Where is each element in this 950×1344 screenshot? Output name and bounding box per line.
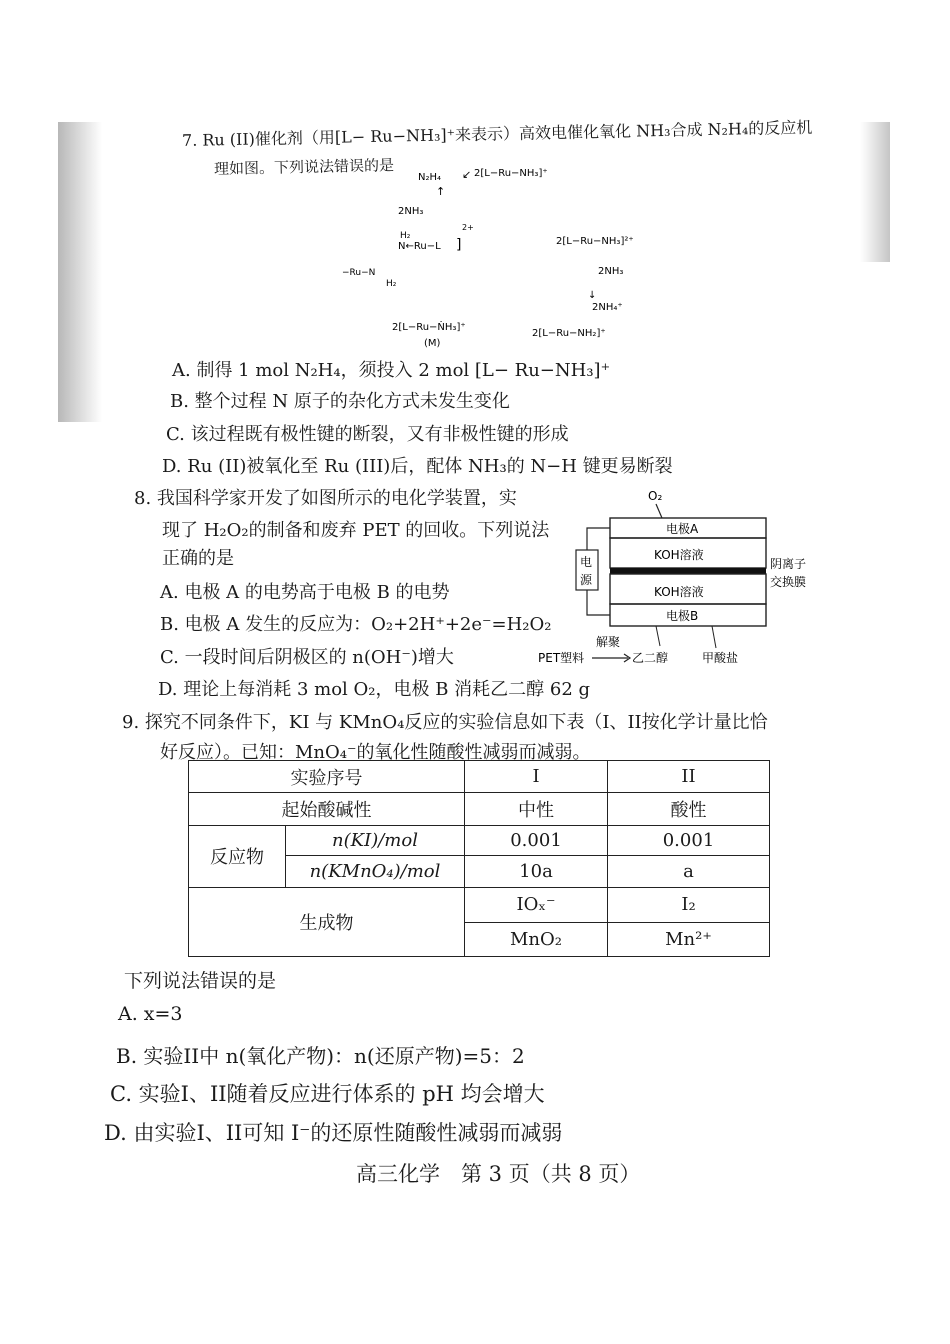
diag-n-ru-l: N←Ru−L: [398, 241, 441, 252]
page-footer: 高三化学 第 3 页（共 8 页）: [356, 1162, 641, 1186]
diag-charge: 2+: [462, 223, 474, 232]
q7-option-a: A. 制得 1 mol N₂H₄，须投入 2 mol [L− Ru−NH₃]⁺: [172, 360, 611, 381]
diag-arrow-top: ↙: [462, 168, 472, 181]
diag-m-label: (M): [424, 338, 441, 349]
device-pet: PET塑料: [538, 651, 585, 665]
diag-bracket: ]: [456, 237, 462, 253]
table-product: 生成物: [189, 888, 465, 957]
device-koh-top: KOH溶液: [654, 548, 704, 562]
device-power-label-2: 源: [580, 573, 593, 587]
table-header-ph: 起始酸碱性: [189, 793, 465, 825]
q8-option-b: B. 电极 A 发生的反应为：O₂+2H⁺+2e⁻=H₂O₂: [160, 614, 552, 635]
q8-stem-line2: 现了 H₂O₂的制备和废弃 PET 的回收。下列说法: [162, 520, 550, 541]
device-koh-bottom: KOH溶液: [654, 585, 704, 599]
q7-option-b: B. 整个过程 N 原子的杂化方式未发生变化: [170, 391, 510, 412]
table-col-2: II: [608, 761, 770, 793]
diag-h2-b: H₂: [386, 279, 397, 289]
device-membrane-label-1: 阴离子: [770, 557, 807, 571]
q9-stem-line1: 9. 探究不同条件下，KI 与 KMnO₄反应的实验信息如下表（I、II按化学计量比恰: [122, 712, 768, 733]
q8-stem-line1: 8. 我国科学家开发了如图所示的电化学装置，实: [134, 488, 517, 509]
table-product-1b: MnO₂: [465, 922, 608, 956]
diag-arrow-down: ↓: [588, 290, 597, 301]
table-product-2a: I₂: [608, 888, 770, 922]
q7-stem-line2: 理如图。下列说法错误的是: [213, 156, 395, 178]
table-col-1: I: [465, 761, 608, 793]
diag-ru-n: −Ru−N: [342, 268, 376, 278]
q7-stem-line1: 7. Ru (II)催化剂（用[L− Ru−NH₃]⁺来表示）高效电催化氧化 NH₃合成 N₂H₄的反应机: [181, 117, 813, 150]
table-ph-2: 酸性: [608, 793, 770, 825]
device-electrode-a-label: 电极A: [666, 522, 699, 536]
device-membrane: [610, 568, 766, 574]
table-product-2b: Mn²⁺: [608, 922, 770, 956]
diag-complex-right: 2[L−Ru−NH₃]²⁺: [556, 236, 634, 247]
diag-arrow-up: ↑: [436, 185, 446, 198]
device-power-label-1: 电: [580, 555, 593, 569]
table-kmno4-1: 10a: [465, 855, 608, 887]
table-kmno4-label: n(KMnO₄)/mol: [286, 855, 465, 887]
q8-stem-line3: 正确的是: [162, 548, 234, 569]
table-ph-1: 中性: [465, 793, 608, 825]
table-ki-1: 0.001: [465, 825, 608, 855]
table-header-seq: 实验序号: [189, 761, 465, 793]
device-formate: 甲酸盐: [702, 651, 739, 665]
diag-2nh3-b: 2NH₃: [598, 266, 624, 277]
diag-n2h4: N₂H₄: [418, 172, 442, 183]
diag-complex-nh2: 2[L−Ru−NH₂]⁺: [532, 328, 606, 339]
q8-option-a: A. 电极 A 的电势高于电极 B 的电势: [160, 582, 450, 603]
q9-table: [188, 760, 770, 957]
q9-prompt: 下列说法错误的是: [124, 970, 277, 992]
device-electrode-b-label: 电极B: [666, 609, 699, 623]
diag-nh4: 2NH₄⁺: [592, 302, 623, 313]
diag-complex-top: 2[L−Ru−NH₃]⁺: [474, 168, 548, 179]
diag-2nh3-a: 2NH₃: [398, 206, 424, 217]
device-o2: O₂: [648, 489, 663, 503]
table-product-1a: IOₓ⁻: [465, 888, 608, 922]
diag-h2-a: H₂: [400, 231, 411, 241]
q7-mechanism-diagram: [0, 0, 950, 360]
q7-option-c: C. 该过程既有极性键的断裂，又有非极性键的形成: [166, 424, 569, 445]
q9-option-d: D. 由实验I、II可知 I⁻的还原性随酸性减弱而减弱: [104, 1121, 563, 1145]
table-ki-label: n(KI)/mol: [286, 825, 465, 855]
q7-option-d: D. Ru (II)被氧化至 Ru (III)后，配体 NH₃的 N−H 键更易断裂: [162, 456, 673, 477]
q9-option-a: A. x=3: [118, 1003, 183, 1025]
table-ki-2: 0.001: [608, 825, 770, 855]
device-depoly: 解聚: [596, 635, 621, 649]
q9-option-b: B. 实验II中 n(氧化产物)：n(还原产物)=5：2: [116, 1044, 525, 1068]
diag-complex-m: 2[L−Ru−ṄH₃]⁺: [392, 322, 466, 333]
q8-option-d: D. 理论上每消耗 3 mol O₂，电极 B 消耗乙二醇 62 g: [158, 679, 591, 700]
q9-option-c: C. 实验I、II随着反应进行体系的 pH 均会增大: [110, 1082, 545, 1106]
q8-electrochemical-device: [536, 484, 807, 674]
q9-stem-line2: 好反应）。已知：MnO₄⁻的氧化性随酸性减弱而减弱。: [160, 742, 591, 763]
device-membrane-label-2: 交换膜: [770, 575, 807, 589]
table-kmno4-2: a: [608, 855, 770, 887]
device-glycol: 乙二醇: [632, 651, 669, 665]
q8-option-c: C. 一段时间后阴极区的 n(OH⁻)增大: [160, 647, 454, 668]
table-reactant: 反应物: [189, 825, 286, 888]
